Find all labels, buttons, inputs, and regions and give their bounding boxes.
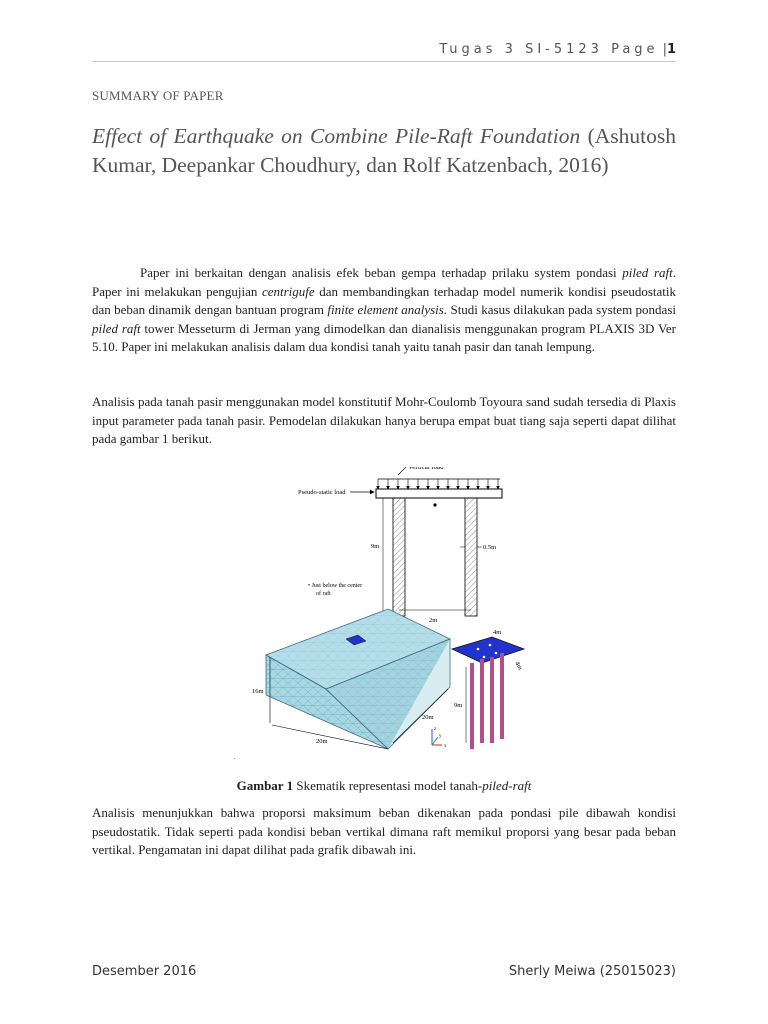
text-run: dan membandingkan terhadap model numerik kondisi pseudostatik dan beban dinamik dengan bantuan program	[92, 283, 676, 318]
pile-head	[477, 648, 480, 651]
pile-head	[489, 644, 492, 647]
pile-head	[483, 656, 486, 659]
model-raft	[452, 637, 524, 663]
label-soil-depth: 20m	[422, 714, 434, 721]
paragraph-results: Analisis menunjukkan bahwa proporsi maksimum beban dikenakan pada pondasi pile dibawah kondisi pseudostatik. Tidak seperti pada kondisi beban vertikal dimana raft memikul proporsi yang besar pada beban vertikal. Pengamatan ini dapat dilihat pada grafik dibawah ini.	[92, 805, 676, 858]
italic-run: piled raft	[622, 265, 673, 280]
italic-run: centrigufe	[261, 283, 315, 299]
page-header	[92, 42, 676, 57]
pile-head	[495, 652, 498, 655]
figure-dot: .	[234, 755, 236, 761]
caption-italic: piled-raft	[482, 778, 532, 793]
axis-x-label: x	[444, 744, 447, 749]
caption-text: Skematik representasi model tanah-	[293, 778, 483, 793]
distributed-load-arrows	[378, 479, 500, 489]
italic-run: piled raft	[92, 320, 141, 336]
section-label: SUMMARY OF PAPER	[92, 88, 224, 103]
label-note-line1: • Just below the center	[308, 583, 363, 589]
paragraph-sand-analysis: Analisis pada tanah pasir menggunakan model konstitutif Mohr-Coulomb Toyoura sand sudah tersedia di Plaxis input parameter pada tanah pasir. Pemodelan dilakukan hanya berupa empat buat tiang saja seperti dapat dilihat pada gambar 1 berikut.	[92, 394, 676, 447]
figure-pile-raft-model	[228, 467, 540, 763]
pile-raft-schematic	[228, 467, 540, 763]
paragraph-intro	[92, 264, 676, 357]
label-pile-diameter: 0.5m	[483, 544, 497, 551]
pointer-line	[398, 467, 406, 475]
model-pile	[470, 663, 474, 749]
label-soil-width: 20m	[316, 738, 328, 745]
label-raft-size-b: 4m	[513, 660, 524, 672]
course-code: Tugas 3 SI-5123	[439, 42, 603, 57]
label-model-pile-length: 9m	[454, 702, 463, 709]
text-run: tower Messeturm di Jerman yang dimodelkan dan dianalisis menggunakan program PLAXIS 3D Ver 5.10. Paper ini melakukan analisis dalam dua kondisi tanah yaitu tanah pasir dan tanah lempung.	[92, 320, 676, 355]
pile-right	[465, 498, 477, 616]
paper-authors: (Ashutosh Kumar, Deepankar Choudhury, dan Rolf Katzenbach, 2016)	[92, 124, 677, 177]
axis-z-label: z	[434, 727, 437, 732]
italic-run: finite element analysis.	[327, 302, 448, 318]
model-pile	[500, 653, 504, 739]
model-pile	[490, 657, 494, 743]
text-run: Paper ini berkaitan dengan analisis efek beban gempa terhadap prilaku system pondasi	[140, 265, 623, 280]
label-note-line2: of raft	[316, 591, 331, 597]
paper-title-main: Effect of Earthquake on Combine Pile-Raft Foundation	[92, 124, 581, 148]
label-pseudo-static-load: Pseudo-static load	[298, 489, 346, 496]
label-pile-length: 9m	[371, 543, 380, 550]
text-run: . Paper ini melakukan pengujian	[92, 265, 676, 299]
label-raft-size-a: 4m	[493, 629, 502, 636]
pile-left	[393, 498, 405, 616]
footer-author: Sherly Meiwa (25015023)	[508, 964, 676, 979]
paper-title	[92, 122, 676, 180]
label-vertical-load: Vertical load	[408, 467, 444, 471]
model-pile	[480, 659, 484, 743]
label-pile-spacing: 2m	[429, 617, 438, 624]
label-soil-height: 16m	[252, 688, 264, 695]
header-separator: |	[662, 42, 667, 57]
raft-slab	[376, 489, 502, 498]
axes-icon	[432, 727, 447, 749]
figure-caption	[92, 778, 676, 794]
text-run: Studi kasus dilakukan pada system pondasi	[447, 302, 676, 318]
raft-center-point	[433, 503, 436, 506]
caption-label: Gambar 1	[236, 778, 294, 793]
header-rule	[92, 61, 676, 62]
page-label: Page	[611, 42, 659, 57]
axis-y-label: y	[439, 734, 442, 739]
footer-date: Desember 2016	[92, 964, 197, 979]
page-number: 1	[666, 42, 676, 57]
